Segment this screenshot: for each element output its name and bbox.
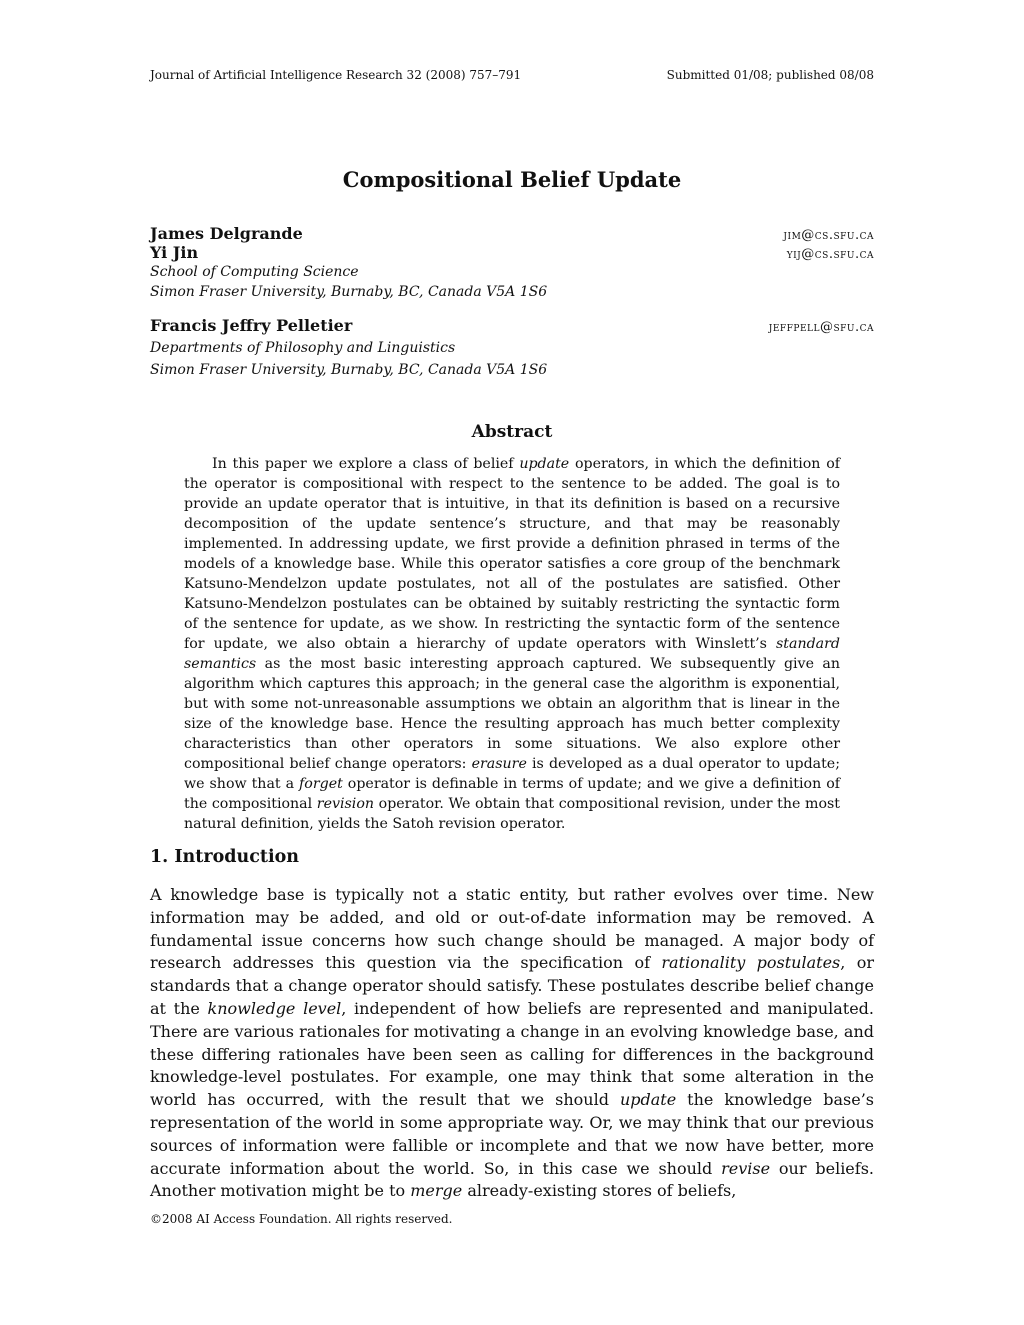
body-paragraph: A knowledge base is typically not a static entity, but rather evolves over time. New information may be added, and old or out-of-date information may be removed. A fundamental issue concerns how such change should be managed. A major body of research addresses this question via the specification of rationality postulates, or standards that a change operator should satisfy. These postulates describe belief change at the knowledge level, independent of how beliefs are represented and manipulated. There are various rationales for motivating a change in an evolving knowledge base, and these differing rationales have been seen as calling for differences in the background knowledge-level postulates. For example, one may think that some alteration in the world has occurred, with the result that we should update the knowledge base’s representation of the world in some appropriate way. Or, we may think that our previous sources of information were fallible or incomplete and that we now have better, more accurate information about the world. So, in this case we should revise our beliefs. Another motivation might be to merge already-existing stores of beliefs, <box>150 885 875 1201</box>
affiliation-line: Departments of Philosophy and Linguistics <box>150 340 456 356</box>
author-email: jeffpell@sfu.ca <box>768 320 874 335</box>
emphasis: update <box>619 1090 677 1110</box>
abstract-body <box>184 454 840 834</box>
emphasis: standard semantics <box>184 636 840 672</box>
emphasis: merge <box>410 1181 463 1201</box>
affiliation-line: Simon Fraser University, Burnaby, BC, Canada V5A 1S6 <box>150 362 548 378</box>
submission-dates: Submitted 01/08; published 08/08 <box>666 68 874 82</box>
running-head <box>150 68 874 82</box>
author-row <box>150 316 874 335</box>
author-email: yij@cs.sfu.ca <box>786 247 874 262</box>
author-name: Francis Jeffry Pelletier <box>150 316 353 335</box>
author-block-1 <box>150 224 874 302</box>
abstract-heading: Abstract <box>471 422 553 442</box>
affiliation-line: School of Computing Science <box>150 264 359 280</box>
introduction-body <box>150 884 874 1203</box>
emphasis: rationality postulates <box>661 953 841 973</box>
author-row <box>150 224 874 243</box>
section-heading-introduction: 1. Introduction <box>150 847 299 867</box>
abstract-paragraph: In this paper we explore a class of belief update operators, in which the definition of the operator is compositional with respect to the sentence to be added. The goal is to provide an update operator that is intuitive, in that its definition is based on a recursive decomposition of the update sentence’s structure, and that may be reasonably implemented. In addressing update, we first provide a definition phrased in terms of the models of a knowledge base. While this operator satisfies a core group of the benchmark Katsuno-Mendelzon update postulates, not all of the postulates are satisfied. Other Katsuno-Mendelzon postulates can be obtained by suitably restricting the syntactic form of the sentence for update, as we show. In restricting the syntactic form of the sentence for update, we also obtain a hierarchy of update operators with Winslett’s standard semantics as the most basic interesting approach captured. We subsequently give an algorithm which captures this approach; in the general case the algorithm is exponential, but with some not-unreasonable assumptions we obtain an algorithm that is linear in the size of the knowledge base. Hence the resulting approach has much better complexity characteristics than other operators in some situations. We also explore other compositional belief change operators: erasure is developed as a dual operator to update; we show that a forget operator is definable in terms of update; and we give a definition of the compositional revision operator. We obtain that compositional revision, under the most natural definition, yields the Satoh revision operator. <box>184 456 841 832</box>
emphasis: erasure <box>471 756 527 772</box>
author-block-2 <box>150 316 874 380</box>
copyright-text: 2008 AI Access Foundation. All rights reserved. <box>162 1212 453 1226</box>
author-email: jim@cs.sfu.ca <box>783 228 874 243</box>
copyright-symbol: © <box>150 1212 162 1226</box>
paper-title: Compositional Belief Update <box>342 167 682 192</box>
emphasis: forget <box>299 776 343 792</box>
author-name: James Delgrande <box>150 224 303 243</box>
emphasis: revise <box>721 1158 771 1178</box>
affiliation-line: Simon Fraser University, Burnaby, BC, Canada V5A 1S6 <box>150 284 548 300</box>
emphasis: knowledge level <box>207 998 342 1018</box>
emphasis: revision <box>316 796 375 812</box>
copyright-footer <box>150 1212 453 1226</box>
author-name: Yi Jin <box>150 243 199 262</box>
author-row <box>150 243 874 262</box>
journal-citation: Journal of Artificial Intelligence Research 32 (2008) 757–791 <box>150 68 522 82</box>
emphasis: update <box>519 456 570 472</box>
